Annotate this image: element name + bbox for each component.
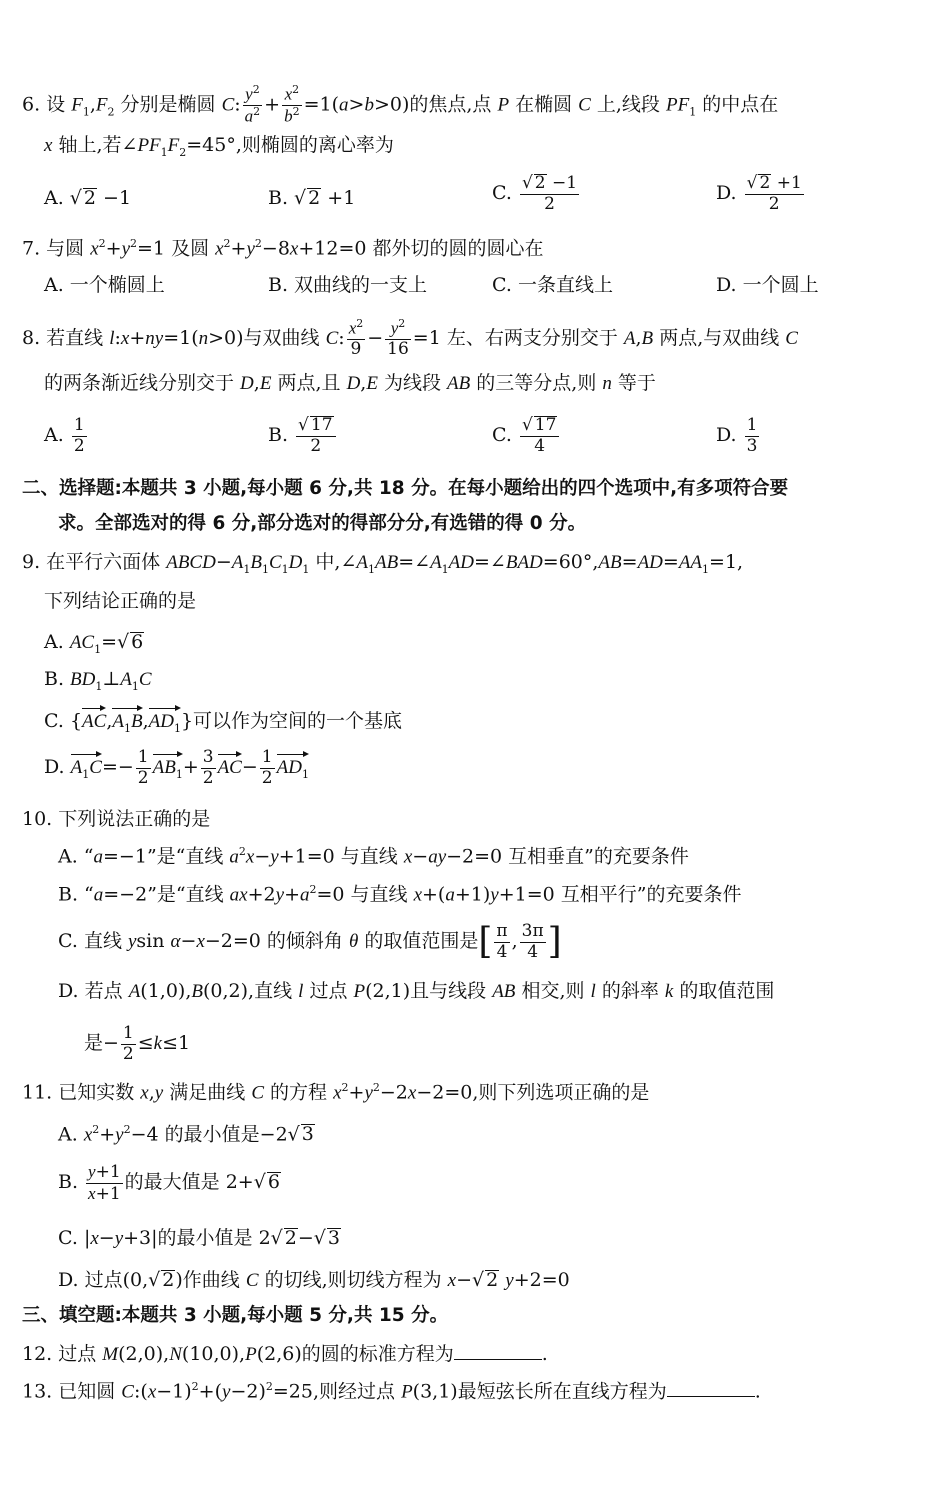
q11-option-d: D. 过点(0,√ 2)作曲线 C 的切线,则切线方程为 x−√ 2 y+2=0: [58, 1269, 570, 1291]
q7-option-c: C. 一条直线上: [492, 274, 613, 296]
q10-option-c: C. 直线 ysin α−x−2=0 的倾斜角 θ 的取值范围是[ $\frac{\pi}{4}$ , $\frac{3\pi}{4}$ ]: [58, 921, 562, 963]
section-2-heading-line-2: 求。全部选对的得 6 分,部分选对的得部分分,有选错的得 0 分。: [58, 513, 587, 534]
q12-answer-blank[interactable]: [454, 1358, 542, 1360]
q9-option-c: C. $\{AC,A_1B,AD_1\}$可以作为空间的一个基底: [44, 710, 403, 735]
q7-stem: 7. 与圆 $x^2+y^2=1$ 及圆 $x^2+y^2-8x+12=0$ 都外切的圆的圆心在: [22, 237, 544, 260]
q6-option-b: B. √ 2 +1: [268, 187, 356, 209]
q8-option-a: A. $\frac{1}{2}$: [44, 415, 85, 456]
q10-option-d-line-2: 是− $\frac{1}{2}$ ≤k≤1: [84, 1023, 191, 1064]
q8-option-b: B. $\frac{√ 17}{2}$: [268, 416, 338, 456]
q9-option-a: A. $AC_1=√$ 6: [44, 631, 144, 656]
q9-option-d: D. $A_1C=-$ $\frac{1}{2}$ $AB_1+$ $\frac{3}{2}$ AC− $\frac{1}{2}$ $AD_1$: [44, 747, 309, 788]
section-2-heading-line-1: 二、选择题:本题共 3 小题,每小题 6 分,共 18 分。在每小题给出的四个选项中,有多项符合要: [22, 478, 789, 499]
q7-option-b: B. 双曲线的一支上: [268, 274, 428, 296]
q6-stem-line-1: 6. 设 $F_1,F_2$ 分别是椭圆 C: $\frac{y^2}{a^2}$ + $\frac{x^2}{b^2}$ =1(a>b>0)的焦点,点 P 在椭圆 C 上,线段 $PF_1$ 的中点在: [22, 83, 779, 126]
q6-option-a: A. √ 2 −1: [44, 187, 132, 209]
q13-answer-blank[interactable]: [667, 1395, 755, 1397]
q8-stem-line-2: 的两条渐近线分别交于 D,E 两点,且 D,E 为线段 AB 的三等分点,则 n 等于: [44, 372, 656, 394]
q11-option-a: A. $x^2+y^2-4$ 的最小值是−2√ 3: [58, 1123, 314, 1146]
q8-option-d: D. $\frac{1}{3}$: [716, 415, 758, 456]
q10-option-a: A. “a=−1”是“直线 $a^2x-y+1=0$ 与直线 x−ay−2=0 互相垂直”的充要条件: [58, 845, 689, 868]
q10-option-d-line-1: D. 若点 A(1,0),B(0,2),直线 l 过点 P(2,1)且与线段 AB 相交,则 l 的斜率 k 的取值范围: [58, 980, 775, 1002]
q6-stem-line-2: x 轴上,若$\angle PF_1F_2=45^\circ$,则椭圆的离心率为: [44, 134, 394, 159]
q10-option-b: B. “a=−2”是“直线 $ax+2y+a^2=0$ 与直线 x+(a+1)y+1=0 互相平行”的充要条件: [58, 883, 742, 906]
q13-stem: 13. 已知圆 $C:(x-1)^2+(y-2)^2=25$,则经过点 P(3,1)最短弦长所在直线方程为 .: [22, 1380, 761, 1403]
q6-option-c: C. $\frac{√ 2 -1}{2}$: [492, 173, 578, 214]
q11-stem: 11. 已知实数 x,y 满足曲线 C 的方程 $x^2+y^2-2x-2=0$,则下列选项正确的是: [22, 1081, 650, 1104]
q9-stem-line-1: 9. 在平行六面体 $ABCD-A_1B_1C_1D_1$ 中$,\angle A_1AB=\angle A_1AD=\angle BAD=60^\circ,AB=AD=AA_1=1$,: [22, 551, 744, 576]
q11-option-b: B. $\frac{y+1}{x+1}$ 的最大值是 2+√ 6: [58, 1162, 280, 1204]
q12-stem: 12. 过点 M(2,0),N(10,0),P(2,6)的圆的标准方程为 .: [22, 1343, 548, 1365]
q9-stem-line-2: 下列结论正确的是: [44, 590, 197, 612]
q7-option-d: D. 一个圆上: [716, 274, 819, 296]
q6-option-d: D. $\frac{√ 2 +1}{2}$: [716, 173, 802, 214]
q8-stem-line-1: 8. 若直线 l:x+ny=1(n>0)与双曲线 C: $\frac{x^2}{9}$ − $\frac{y^2}{16}$ =1 左、右两支分别交于 A,B 两点,与双曲线 C: [22, 317, 798, 360]
q7-option-a: A. 一个椭圆上: [44, 274, 165, 296]
section-3-heading: 三、填空题:本题共 3 小题,每小题 5 分,共 15 分。: [22, 1305, 449, 1326]
q11-option-c: C. |x−y+3|的最小值是 2√ 2−√ 3: [58, 1227, 341, 1249]
q10-stem: 10. 下列说法正确的是: [22, 808, 211, 830]
q8-option-c: C. $\frac{√ 17}{4}$: [492, 416, 561, 456]
q9-option-b: B. $BD_1\perp A_1C$: [44, 668, 152, 693]
